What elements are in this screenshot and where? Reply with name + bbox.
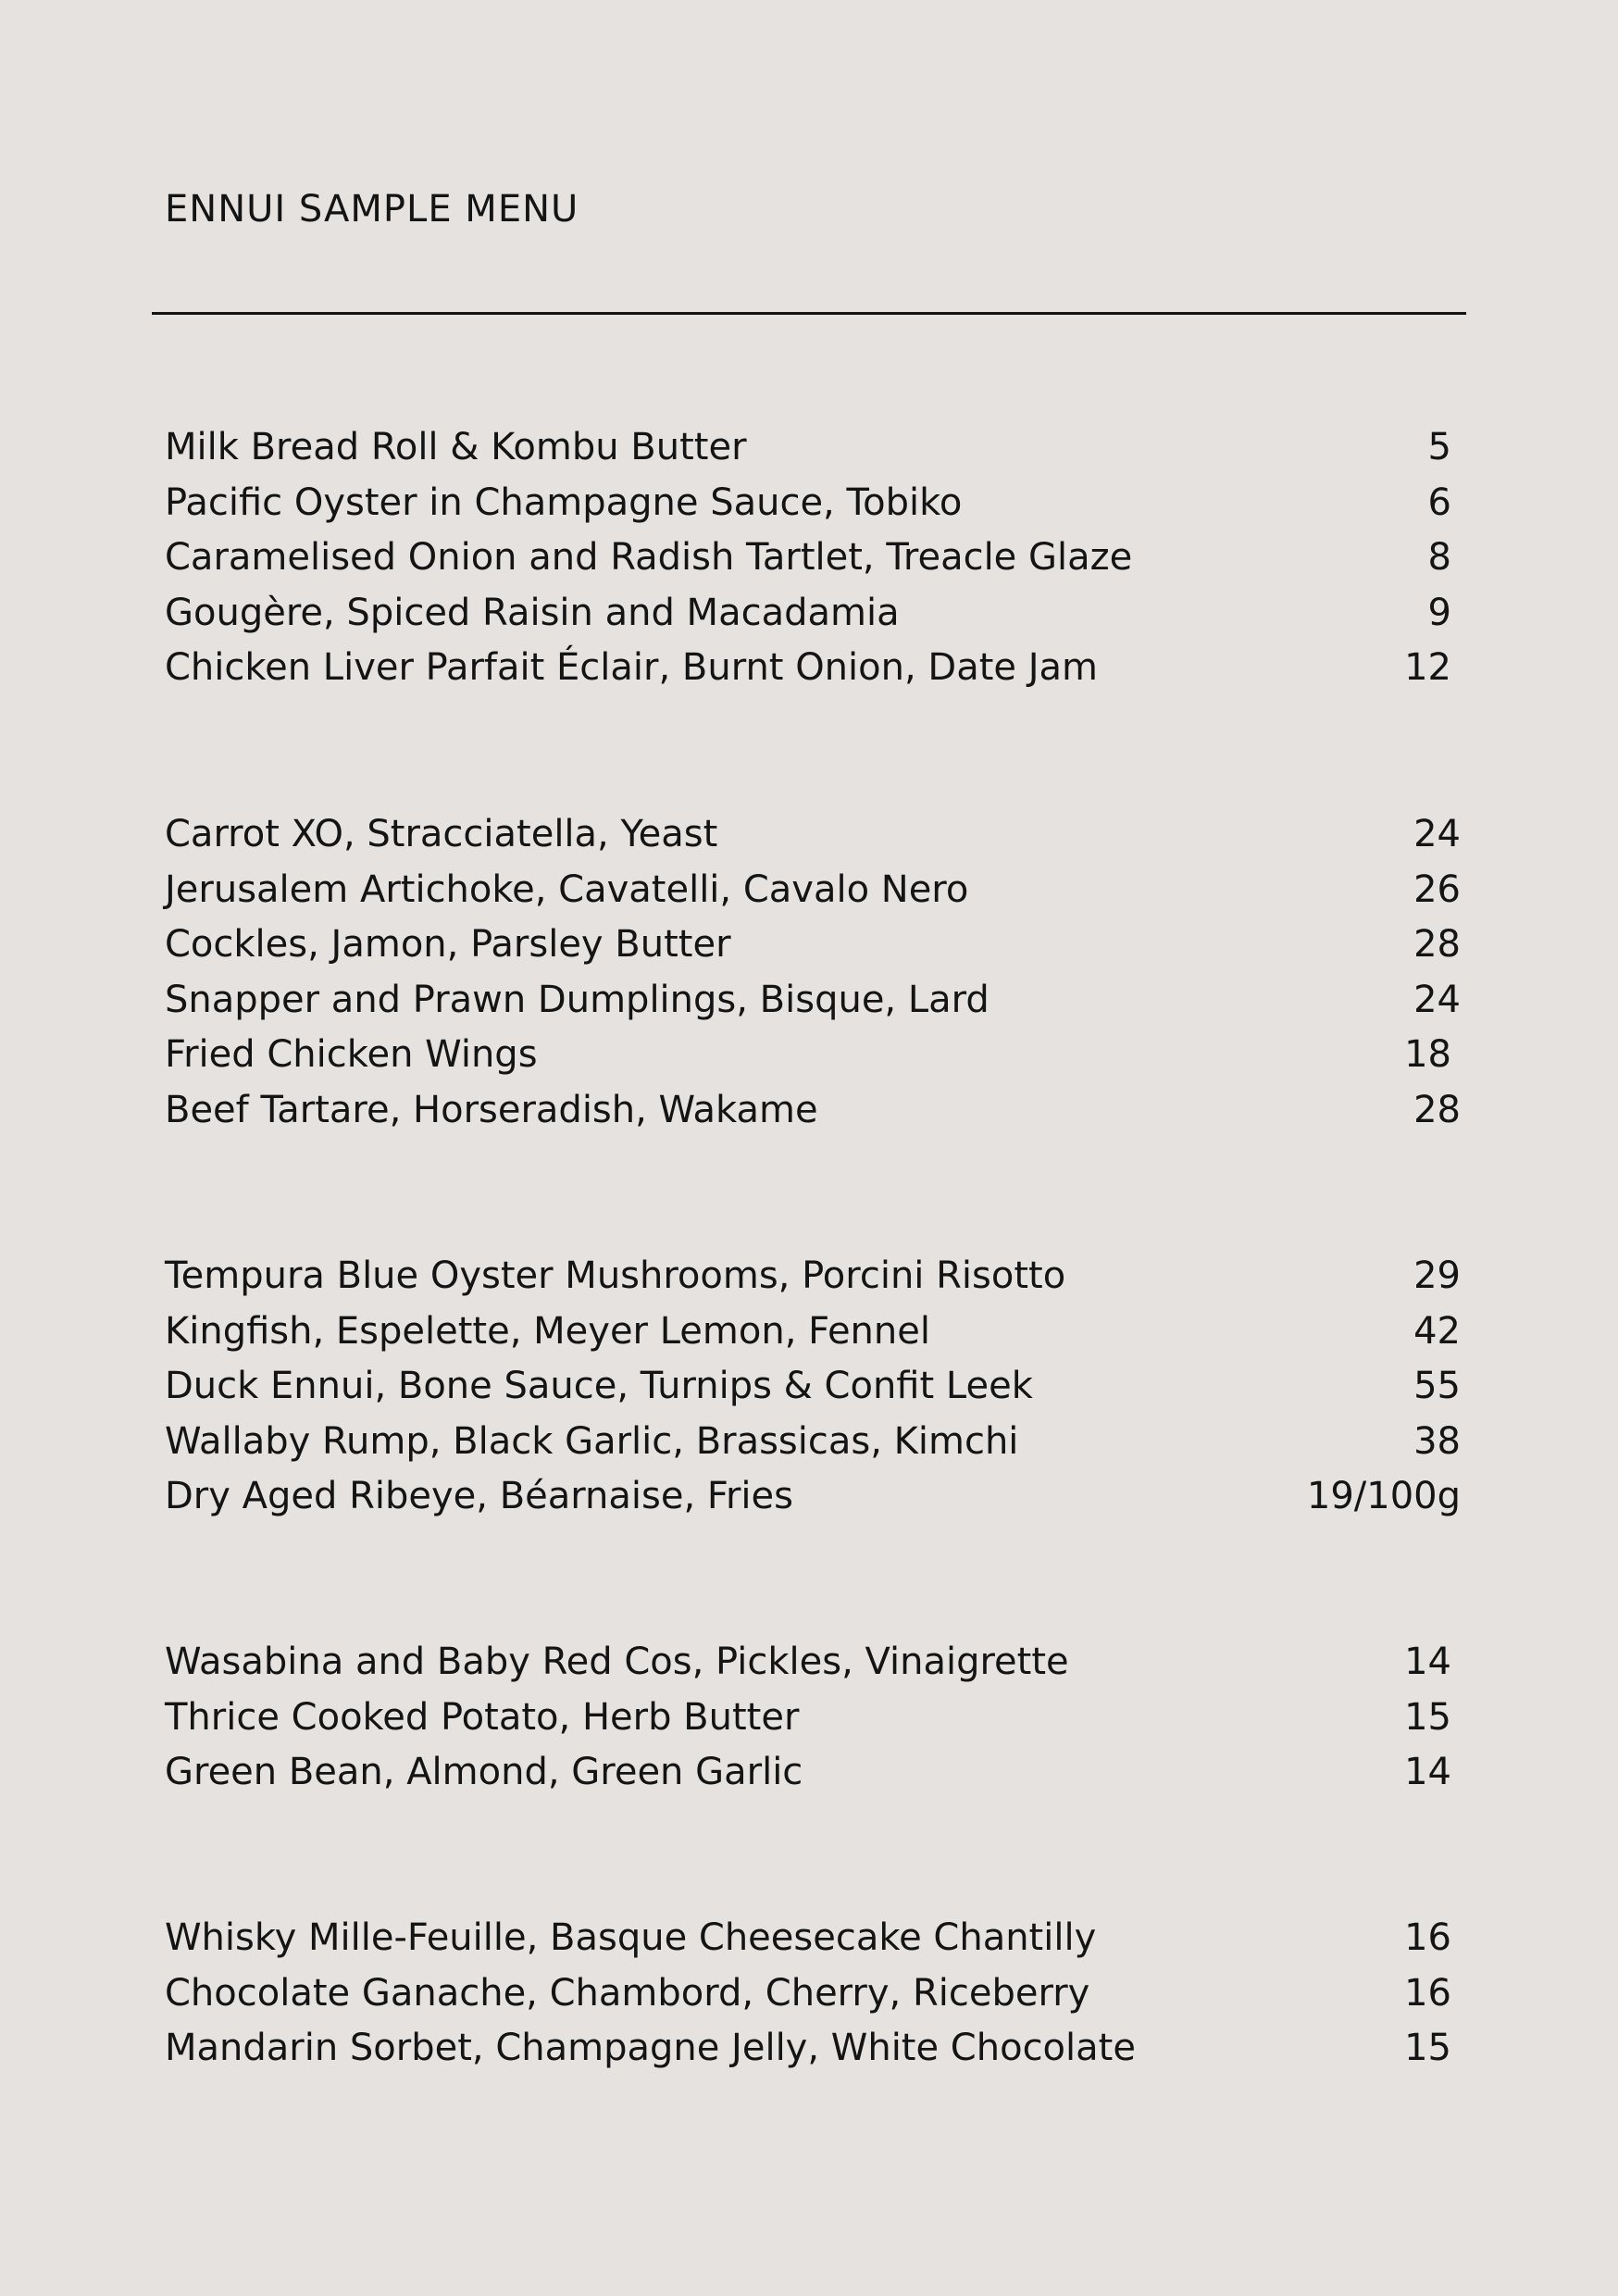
menu-item (165, 973, 1461, 1029)
item-price: 26 (1413, 867, 1461, 911)
item-price: 16 (1404, 1971, 1451, 2015)
item-price: 6 (1427, 480, 1451, 524)
item-name: Thrice Cooked Potato, Herb Butter (165, 1695, 800, 1739)
menu-item (165, 1304, 1461, 1360)
menu-item (165, 586, 1461, 642)
menu-title: ENNUI SAMPLE MENU (165, 188, 579, 231)
item-name: Milk Bread Roll & Kombu Butter (165, 426, 747, 468)
item-name: Jerusalem Artichoke, Cavatelli, Cavalo Nero (165, 867, 969, 911)
item-name: Snapper and Prawn Dumplings, Bisque, Lard (165, 978, 989, 1021)
menu-item (165, 641, 1461, 696)
item-price: 14 (1404, 1751, 1451, 1794)
item-name: Tempura Blue Oyster Mushrooms, Porcini Risotto (165, 1254, 1066, 1297)
menu-section-mains (165, 1249, 1461, 1525)
item-name: Chocolate Ganache, Chambord, Cherry, Riceberry (165, 1971, 1090, 2015)
item-name: Pacific Oyster in Champagne Sauce, Tobiko (165, 480, 963, 524)
item-name: Beef Tartare, Horseradish, Wakame (165, 1088, 818, 1131)
menu-item (165, 1469, 1461, 1525)
item-price: 42 (1413, 1309, 1461, 1353)
title-divider (152, 312, 1466, 315)
item-name: Wallaby Rump, Black Garlic, Brassicas, Kimchi (165, 1419, 1019, 1463)
item-price: 9 (1427, 591, 1451, 634)
item-name: Fried Chicken Wings (165, 1033, 538, 1077)
menu-item (165, 1028, 1461, 1083)
item-name: Cockles, Jamon, Parsley Butter (165, 923, 731, 967)
menu-item (165, 1691, 1461, 1746)
menu-item (165, 1083, 1461, 1139)
item-price: 29 (1413, 1254, 1461, 1297)
menu-item (165, 1249, 1461, 1304)
item-name: Dry Aged Ribeye, Béarnaise, Fries (165, 1475, 793, 1518)
item-price: 55 (1413, 1365, 1461, 1408)
item-name: Green Bean, Almond, Green Garlic (165, 1751, 803, 1794)
item-price: 8 (1427, 536, 1451, 580)
menu-item (165, 420, 1461, 476)
menu-item (165, 476, 1461, 531)
menu-item (165, 1966, 1461, 2022)
item-name: Caramelised Onion and Radish Tartlet, Treacle Glaze (165, 536, 1133, 580)
menu-item (165, 1359, 1461, 1415)
menu-section-small-plates (165, 807, 1461, 1139)
menu-item (165, 530, 1461, 586)
item-price: 16 (1404, 1916, 1451, 1959)
item-name: Chicken Liver Parfait Éclair, Burnt Onion, Date Jam (165, 646, 1098, 690)
item-price: 12 (1404, 646, 1451, 690)
item-name: Kingfish, Espelette, Meyer Lemon, Fennel (165, 1309, 930, 1353)
item-price: 19/100g (1306, 1475, 1461, 1518)
item-price: 38 (1413, 1419, 1461, 1463)
menu-item (165, 863, 1461, 918)
item-name: Whisky Mille-Feuille, Basque Cheesecake Chantilly (165, 1916, 1097, 1959)
item-price: 5 (1427, 426, 1451, 468)
item-price: 14 (1404, 1641, 1451, 1683)
menu-item (165, 1415, 1461, 1470)
menu-item (165, 1911, 1461, 1966)
menu-section-snacks (165, 420, 1461, 696)
item-name: Carrot XO, Stracciatella, Yeast (165, 813, 718, 855)
item-name: Mandarin Sorbet, Champagne Jelly, White Chocolate (165, 2027, 1136, 2070)
menu-section-desserts (165, 1911, 1461, 2077)
menu-section-sides (165, 1635, 1461, 1801)
menu-item (165, 917, 1461, 973)
item-price: 18 (1404, 1033, 1451, 1077)
item-price: 28 (1413, 1088, 1461, 1131)
item-price: 24 (1413, 978, 1461, 1021)
item-price: 15 (1404, 2027, 1451, 2070)
item-price: 15 (1404, 1695, 1451, 1739)
menu-item (165, 1745, 1461, 1801)
item-name: Wasabina and Baby Red Cos, Pickles, Vinaigrette (165, 1641, 1069, 1683)
item-name: Duck Ennui, Bone Sauce, Turnips & Confit Leek (165, 1365, 1033, 1408)
menu-item (165, 1635, 1461, 1691)
item-price: 24 (1413, 813, 1461, 855)
menu-item (165, 2021, 1461, 2077)
item-name: Gougère, Spiced Raisin and Macadamia (165, 591, 900, 634)
menu-item (165, 807, 1461, 863)
item-price: 28 (1413, 923, 1461, 967)
